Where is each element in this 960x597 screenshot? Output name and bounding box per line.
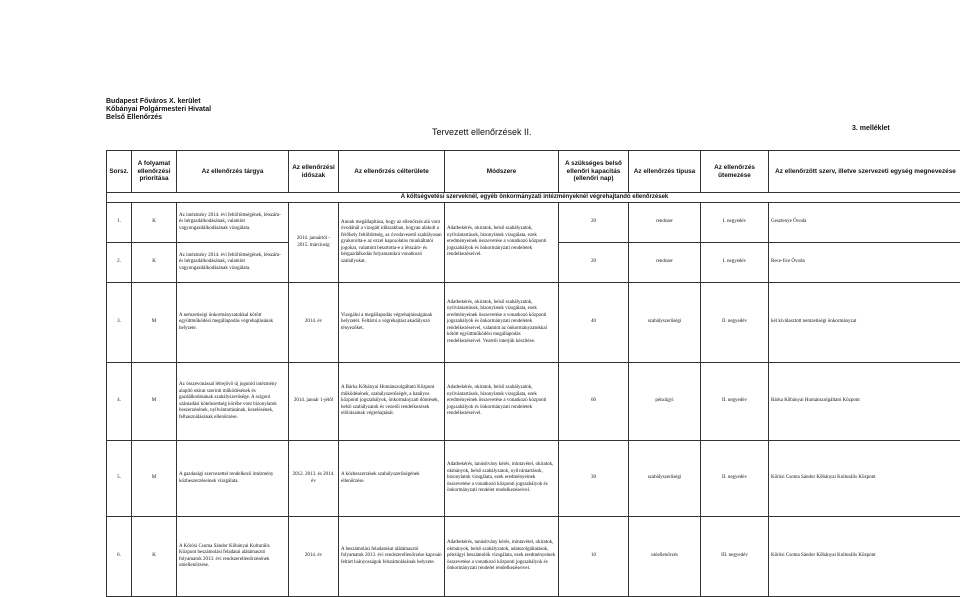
row-subject: Az összevonással létrejövő új jogutód intézmény alapító okirat szerinti működésének és gazdálkodásának szabályszerűsége. A szigorú számadási kötelezettség körébe vont bizonylatok beszerzésének, nyilvántartásának, kezelésének, felhasználásának ellenőrzése. [177, 363, 289, 441]
audit-plan-table [106, 150, 960, 597]
table-row [107, 363, 960, 441]
institution-line-3: Belső Ellenőrzés [106, 114, 162, 121]
table-row [107, 203, 960, 243]
row-org: Gesztenye Óvoda [769, 203, 960, 243]
row-method: Adatbekérés, okiratok, belső szabályzatok, nyilvántartások, bizonylatok vizsgálata, ezek eredményeinek összevetése a vonatkozó központi jogszabályok és önkormányzati rendeletek rendelkezéseivel. [445, 203, 559, 283]
row-goal: A beszámolási feladatokat alátámasztó folyamatok 2013. évi rendszerellenőrzése kapcsán feltárt hiányosságok felszámolásának helyzete. [339, 517, 445, 597]
row-capacity: 30 [559, 441, 629, 517]
row-subject: A nemzetiségi önkormányzatokkal kötött együttműködési megállapodás végrehajtásának helyzete. [177, 283, 289, 363]
section-row [107, 193, 960, 203]
row-no: 3. [107, 283, 132, 363]
row-type: szabályszerűségi [629, 283, 701, 363]
col-header-no: Sorsz. [107, 151, 132, 193]
table-header-row [107, 151, 960, 193]
row-goal: Vizsgálni a megállapodás végrehajtásságának helyzetét. Feltárni a végrehajtást akadályozó tényezőket. [339, 283, 445, 363]
institution-line-1: Budapest Főváros X. kerület [106, 98, 201, 105]
section-title: A költségvetési szerveknél, egyéb önkormányzati intézményeknél végrehajtandó ellenőrzések [107, 193, 960, 203]
col-header-capacity: A szükséges belső ellenőri kapacitás (ellenőri nap) [559, 151, 629, 193]
row-method: Adatbekérés, okiratok, belső szabályzatok, nyilvántartások, bizonylatok vizsgálata, ezek eredményeinek összevetése a vonatkozó központi jogszabályok és önkormányzati rendeletek rendelkezéseivel. [445, 363, 559, 441]
col-header-goal: Az ellenőrzés célterülete [339, 151, 445, 193]
row-method: Adatbekérés, tanúsítvány kérés, mintavétel, okiratok, okmányok, belső szabályzatok, nyilvántartások, bizonylatok vizsgálata, ezek eredményeinek összevetése a vonatkozó központi jogszabályok és önkormányzati rendelet rendelkezéseivel. [445, 441, 559, 517]
row-no: 2. [107, 243, 132, 283]
row-period: 2014. év [289, 517, 339, 597]
col-header-period: Az ellenőrzési időszak [289, 151, 339, 193]
row-priority: M [132, 283, 177, 363]
row-schedule: I. negyedév [701, 243, 769, 283]
col-header-method: Módszere [445, 151, 559, 193]
row-subject: A gazdasági szervezettel rendelkező intézmény közbeszerzéseinek vizsgálata. [177, 441, 289, 517]
table-row [107, 517, 960, 597]
row-priority: M [132, 441, 177, 517]
row-goal: A közbeszerzések szabályszerűségének ellenőrzése. [339, 441, 445, 517]
row-subject: Az intézmény 2014. évi feltöltöttségének, létszám- és bérgazdálkodásának, valamint vagyongazdálkodásának vizsgálata. [177, 243, 289, 283]
row-type: szabályszerűségi [629, 441, 701, 517]
row-schedule: II. negyedév [701, 283, 769, 363]
row-org: Kőrösi Csoma Sándor Kőbányai Kulturális Központ [769, 517, 960, 597]
row-period: 2014. január 1-jétől [289, 363, 339, 441]
table-row [107, 283, 960, 363]
row-period: 2014. januártól - 2015. márciusig [289, 203, 339, 283]
row-org: Bárka Kőbányai Humánszolgáltató Központ [769, 363, 960, 441]
row-no: 5. [107, 441, 132, 517]
row-capacity: 60 [559, 363, 629, 441]
row-type: rendszer [629, 203, 701, 243]
row-goal: Annak megállapítása, hogy az ellenőrzés alá vont óvodánál a vizsgált időszakban, hogyan alakult a férőhely feltöltöttség, az óvodavezető szabályosan gyakorolta-e az ezzel kapcsolatos munkáltatói jogokat, valamint betartotta-e a létszám- és bérgazdálkodás folyamatokra vonatkozó szabályokat. [339, 203, 445, 283]
row-priority: K [132, 517, 177, 597]
row-capacity: 20 [559, 243, 629, 283]
row-type: utóellenőrzés [629, 517, 701, 597]
row-capacity: 10 [559, 517, 629, 597]
row-type: pénzügyi [629, 363, 701, 441]
document-title: Tervezett ellenőrzések II. [432, 127, 532, 137]
row-org: két kiválasztott nemzetiségi önkormányzat [769, 283, 960, 363]
annex-label: 3. melléklet [852, 125, 890, 132]
row-priority: M [132, 363, 177, 441]
row-subject: A Kőrösi Csoma Sándor Kőbányai Kulturális Központ beszámolási feladatai alátámasztó folyamatok 2013. évi rendszerellenőrzésének utóellenőrzése. [177, 517, 289, 597]
row-priority: K [132, 203, 177, 243]
row-period: 2014. év [289, 283, 339, 363]
row-method: Adatbekérés, tanúsítvány kérés, mintavétel, okiratok, okmányok, belső szabályzatok, adatszolgáltatások, pénzügyi beszámolók vizsgálata, ezek eredményeinek összevetése a vonatkozó központi jogszabályok és önkormányzati rendelet rendelkezéseivel. [445, 517, 559, 597]
row-no: 4. [107, 363, 132, 441]
row-schedule: II. negyedév [701, 363, 769, 441]
row-schedule: III. negyedév [701, 517, 769, 597]
row-schedule: II. negyedév [701, 441, 769, 517]
row-capacity: 40 [559, 283, 629, 363]
row-period: 2012. 2013. és 2014. év [289, 441, 339, 517]
row-method: Adatbekérés, okiratok, belső szabályzatok, nyilvántartások, bizonylatok vizsgálata, ezek eredményeinek összevetése a vonatkozó központi jogszabályok és önkormányzati rendeletek rendelkezéseivel, valamint az önkormányzatokkal kötött együttműködési megállapodás rendelkezéseivel. Vezetői interjúk készítése. [445, 283, 559, 363]
col-header-schedule: Az ellenőrzés ütemezése [701, 151, 769, 193]
row-capacity: 20 [559, 203, 629, 243]
row-no: 1. [107, 203, 132, 243]
row-org: Rece-fice Óvoda [769, 243, 960, 283]
row-org: Kőrösi Csoma Sándor Kőbányai Kulturális Központ [769, 441, 960, 517]
col-header-priority: A folyamat ellenőrzési prioritása [132, 151, 177, 193]
institution-line-2: Kőbányai Polgármesteri Hivatal [106, 106, 211, 113]
col-header-org: Az ellenőrzött szerv, illetve szervezeti egység megnevezése [769, 151, 960, 193]
col-header-subject: Az ellenőrzés tárgya [177, 151, 289, 193]
row-schedule: I. negyedév [701, 203, 769, 243]
table-row [107, 441, 960, 517]
col-header-type: Az ellenőrzés típusa [629, 151, 701, 193]
row-type: rendszer [629, 243, 701, 283]
row-subject: Az intézmény 2014. évi feltöltöttségének, létszám- és bérgazdálkodásának, valamint vagyongazdálkodásának vizsgálata. [177, 203, 289, 243]
row-no: 6. [107, 517, 132, 597]
row-priority: K [132, 243, 177, 283]
row-goal: A Bárka Kőbányai Humánszolgáltató Központ működésének, szabályszerűségét, a hatályos központi jogszabályok, önkormányzati döntések, belső szabályzatok és vezetői rendelkezések előírásainak végrehajtását. [339, 363, 445, 441]
